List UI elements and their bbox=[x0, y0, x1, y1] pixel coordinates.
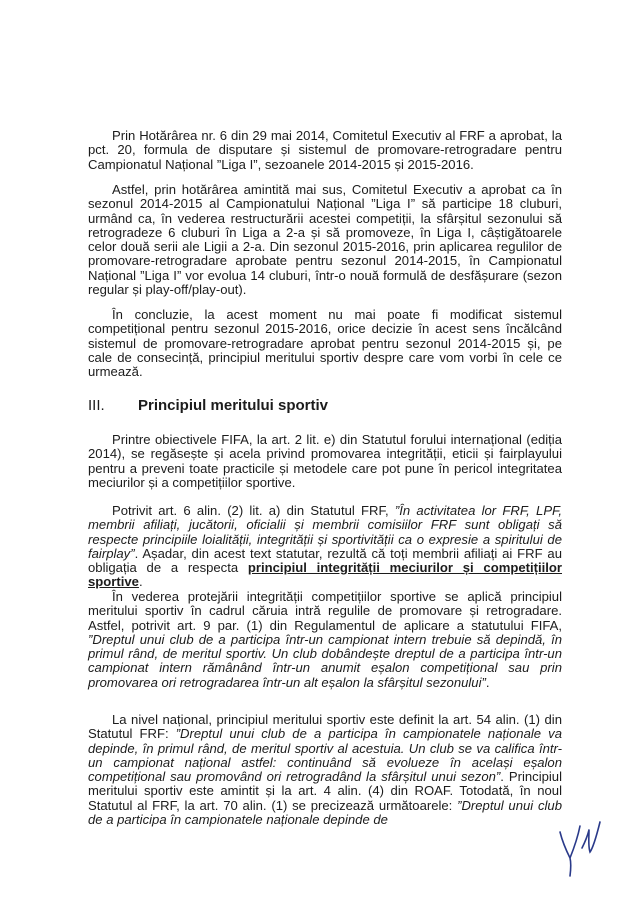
paragraph-text: Printre obiectivele FIFA, la art. 2 lit. e) din Statutul forului internațional (ediția 2014), se regăsește și acela privind promovarea integrității, eticii și fairplayului pentru a preveni toate practicile și metodele care pot pune în pericol integritatea meciurilor și a competițiilor sportive. bbox=[88, 432, 562, 490]
section-heading bbox=[88, 397, 328, 414]
quote-text: ”Dreptul unui club de a participa în campionatele naționale depinde de bbox=[88, 797, 562, 828]
paragraph-text: La nivel național, principiul meritului sportiv este definit la art. 54 alin. (1) din Statutul FRF: bbox=[88, 712, 562, 742]
section-title: Principiul meritului sportiv bbox=[138, 397, 329, 414]
paragraph-hotararea bbox=[88, 129, 562, 172]
paragraph-nivel-national bbox=[88, 713, 562, 827]
paragraph-protejare bbox=[88, 590, 562, 690]
paragraph-text: Potrivit art. 6 alin. (2) lit. a) din Statutul FRF, bbox=[112, 503, 395, 518]
paragraph-text: . Așadar, din acest text statutar, rezultă că toți membrii afiliați ai FRF au obligația de a respecta bbox=[88, 545, 562, 576]
section-number: III. bbox=[88, 397, 105, 414]
paragraph-astfel bbox=[88, 183, 562, 297]
paragraph-concluzie bbox=[88, 308, 562, 379]
paragraph-text: . bbox=[485, 674, 490, 690]
quote-text: ”Dreptul unui club de a participa într-un campionat intern trebuie să depindă, în primul rând, de meritul sportiv. Un club dobândește dreptul de a participa într-un campionat intern rămânând într-un anumit eșalon competițional sau prin promovarea ori retrogradarea într-un alt eșalon la sfârșitul sezonului” bbox=[88, 631, 562, 690]
quote-text: ”Dreptul unui club de a participa în campionatele naționale va depinde, în primul rând, de meritul sportiv al acestuia. Un club se va califica într-un campionat național astfel: continuând să evolueze în același eșalon competițional sau promovând ori retrogradând la sfârșitul unui sezon” bbox=[88, 726, 562, 785]
paragraph-fifa-obiective bbox=[88, 433, 562, 490]
paragraph-text: În concluzie, la acest moment nu mai poate fi modificat sistemul competițional pentru sezonul 2015-2016, orice decizie în acest sens încălcând sistemul de promovare-retrogradare aprobat pentru sezonul 2014-2015 și, pe cale de consecință, principiul meritului sportiv despre care vom vorbi în cele ce urmează. bbox=[88, 307, 562, 380]
emphasized-principle: principiul integrității meciurilor și competițiilor sportive bbox=[88, 560, 562, 590]
handwritten-signature bbox=[556, 818, 608, 882]
paragraph-text: Prin Hotărârea nr. 6 din 29 mai 2014, Comitetul Executiv al FRF a aprobat, la pct. 20, formula de disputare și sistemul de promovare-retrogradare pentru Campionatul Național ”Liga I”, sezoanele 2014-2015 și 2015-2016. bbox=[88, 128, 562, 172]
quote-text: ”În activitatea lor FRF, LPF, membrii afiliați, jucătorii, oficialii și membrii comisiilor FRF sunt obligați să respecte principiile loialității, integrității și sportivității ca o expresie a spiritului de fairplay” bbox=[88, 503, 562, 561]
paragraph-text: În vederea protejării integrității competițiilor sportive se aplică principiul meritului sportiv în cadrul căruia intră regulile de promovare și retrogradare. Astfel, potrivit art. 9 par. (1) din Regulamentul de aplicare a statutului FIFA, bbox=[88, 589, 562, 633]
paragraph-text: . bbox=[138, 574, 143, 590]
paragraph-text: Astfel, prin hotărârea amintită mai sus, Comitetul Executiv a aprobat ca în sezonul 2014-2015 al Campionatului Național ”Liga I” să participe 18 cluburi, urmând ca, în vederea restructurării acestei competiții, la sfârșitul sezonului să retrogradeze 6 cluburi în Liga a 2-a și să promoveze, în Liga I, câștigătoarele celor două serii ale Ligii a 2-a. Din sezonul 2015-2016, prin aplicarea regulilor de promovare-retrogradare aprobate pentru sezonul 2014-2015, în Campionatul Național ”Liga I” vor evolua 14 cluburi, într-o nouă formulă de desfășurare (sezon regular și play-off/play-out). bbox=[88, 182, 562, 298]
paragraph-statut-frf bbox=[88, 504, 562, 590]
paragraph-text: . Principiul meritului sportiv este amintit și la art. 4 alin. (4) din ROAF. Totodată, în noul Statutul al FRF, la art. 70 alin. (1) se precizează următoarele: bbox=[88, 769, 562, 813]
